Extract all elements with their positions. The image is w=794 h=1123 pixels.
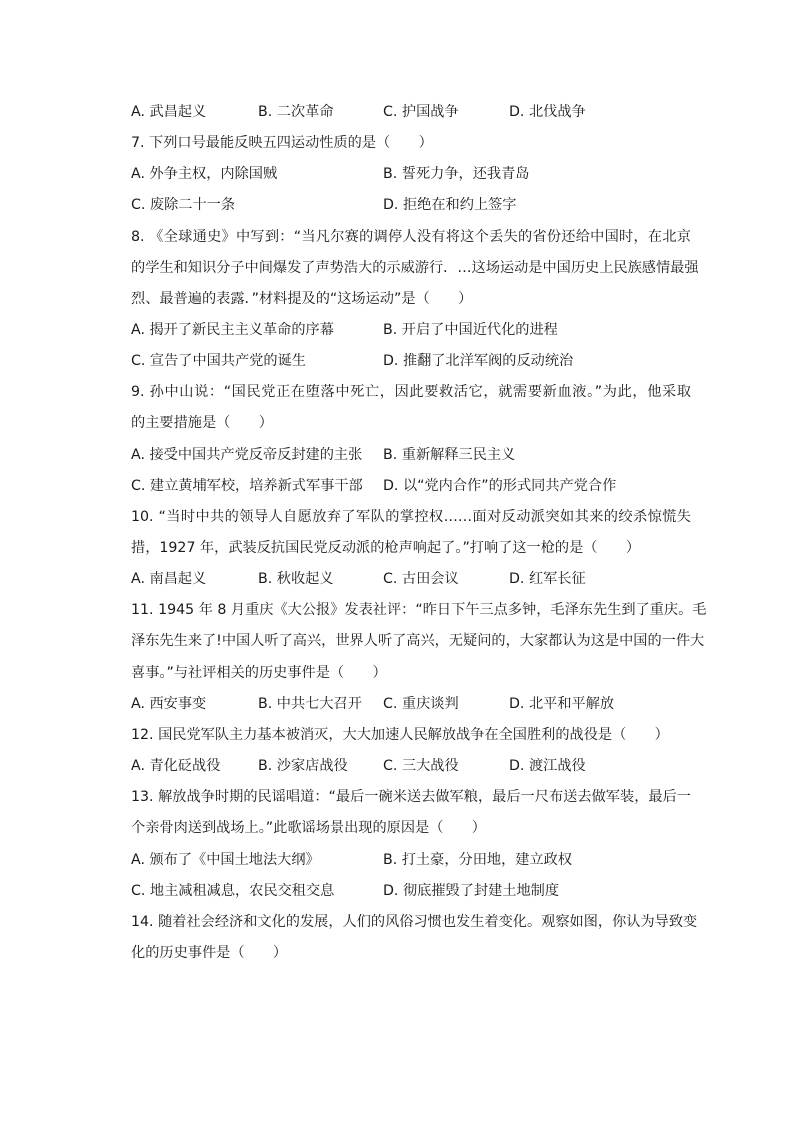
q11-option-a: A. 西安事变 [131,696,207,712]
q7-option-a: A. 外争主权，内除国贼 [131,166,278,182]
q9-stem-line-1: 9. 孙中山说：“国民党正在堕落中死亡，因此要救活它，就需要新血液。”为此，他采取 [131,384,691,400]
q7-option-c: C. 废除二十一条 [131,197,236,213]
q7-option-b: B. 誓死力争，还我青岛 [383,166,530,182]
q10-option-d: D. 红军长征 [509,571,586,587]
q12-option-c: C. 三大战役 [383,758,459,774]
q8-stem-line-2: 的学生和知识分子中间爆发了声势浩大的示威游行．…这场运动是中国历史上民族感情最强 [131,260,699,276]
q9-option-c: C. 建立黄埔军校，培养新式军事干部 [131,478,363,494]
q11-stem-line-1: 11. 1945 年 8 月重庆《大公报》发表社评：“昨日下午三点多钟，毛泽东先生到了重庆。毛 [131,602,707,618]
q14-stem-line-2: 化的历史事件是（ ） [131,945,288,961]
q13-option-a: A. 颁布了《中国土地法大纲》 [131,852,320,868]
q10-option-a: A. 南昌起义 [131,571,207,587]
q9-stem-line-2: 的主要措施是（ ） [131,415,273,431]
q13-stem-line-1: 13. 解放战争时期的民谣唱道：“最后一碗米送去做军粮，最后一尺布送去做军装，最后一 [131,789,691,805]
q9-option-b: B. 重新解释三民主义 [383,447,516,463]
q11-option-d: D. 北平和平解放 [509,696,615,712]
q7-option-d: D. 拒绝在和约上签字 [383,197,517,213]
q10-option-c: C. 古田会议 [383,571,459,587]
q8-stem-line-1: 8. 《全球通史》中写到：“当凡尔赛的调停人没有将这个丢失的省份还给中国时，在北京 [131,229,691,245]
q11-stem-line-2: 泽东先生来了!中国人听了高兴，世界人听了高兴，无疑问的，大家都认为这是中国的一件大 [131,633,705,649]
q9-option-a: A. 接受中国共产党反帝反封建的主张 [131,447,363,463]
q11-stem-line-3: 喜事。”与社评相关的历史事件是（ ） [131,665,387,681]
q6-option-a: A. 武昌起义 [131,104,207,120]
q11-option-b: B. 中共七大召开 [258,696,362,712]
q13-stem-line-2: 个亲骨肉送到战场上。”此歌谣场景出现的原因是（ ） [131,820,486,836]
q8-option-c: C. 宣告了中国共产党的诞生 [131,353,306,369]
q10-option-b: B. 秋收起义 [258,571,334,587]
q9-option-d: D. 以“党内合作”的形式同共产党合作 [383,478,617,494]
q13-option-b: B. 打土豪，分田地，建立政权 [383,852,573,868]
q10-stem-line-1: 10. “当时中共的领导人自愿放弃了军队的掌控权……面对反动派突如其来的绞杀惊慌失 [131,509,691,525]
q8-stem-line-3: 烈、最普遍的表露．”材料提及的“这场运动”是（ ） [131,291,473,307]
q13-option-d: D. 彻底摧毁了封建土地制度 [383,883,560,899]
q8-option-b: B. 开启了中国近代化的进程 [383,322,558,338]
q6-option-c: C. 护国战争 [383,104,459,120]
q7-stem: 7. 下列口号最能反映五四运动性质的是（ ） [131,135,433,151]
q14-stem-line-1: 14. 随着社会经济和文化的发展，人们的风俗习惯也发生着变化。观察如图，你认为导致变 [131,914,698,930]
q6-option-d: D. 北伐战争 [509,104,586,120]
q12-option-a: A. 青化砭战役 [131,758,221,774]
q8-option-a: A. 揭开了新民主主义革命的序幕 [131,322,334,338]
q12-option-d: D. 渡江战役 [509,758,586,774]
q12-stem: 12. 国民党军队主力基本被消灭，大大加速人民解放战争在全国胜利的战役是（ ） [131,727,669,743]
q6-option-b: B. 二次革命 [258,104,334,120]
q13-option-c: C. 地主减租减息，农民交租交息 [131,883,335,899]
q12-option-b: B. 沙家店战役 [258,758,348,774]
q11-option-c: C. 重庆谈判 [383,696,459,712]
q10-stem-line-2: 措，1927 年，武装反抗国民党反动派的枪声响起了。”打响了这一枪的是（ ） [131,540,641,556]
q8-option-d: D. 推翻了北洋军阀的反动统治 [383,353,574,369]
